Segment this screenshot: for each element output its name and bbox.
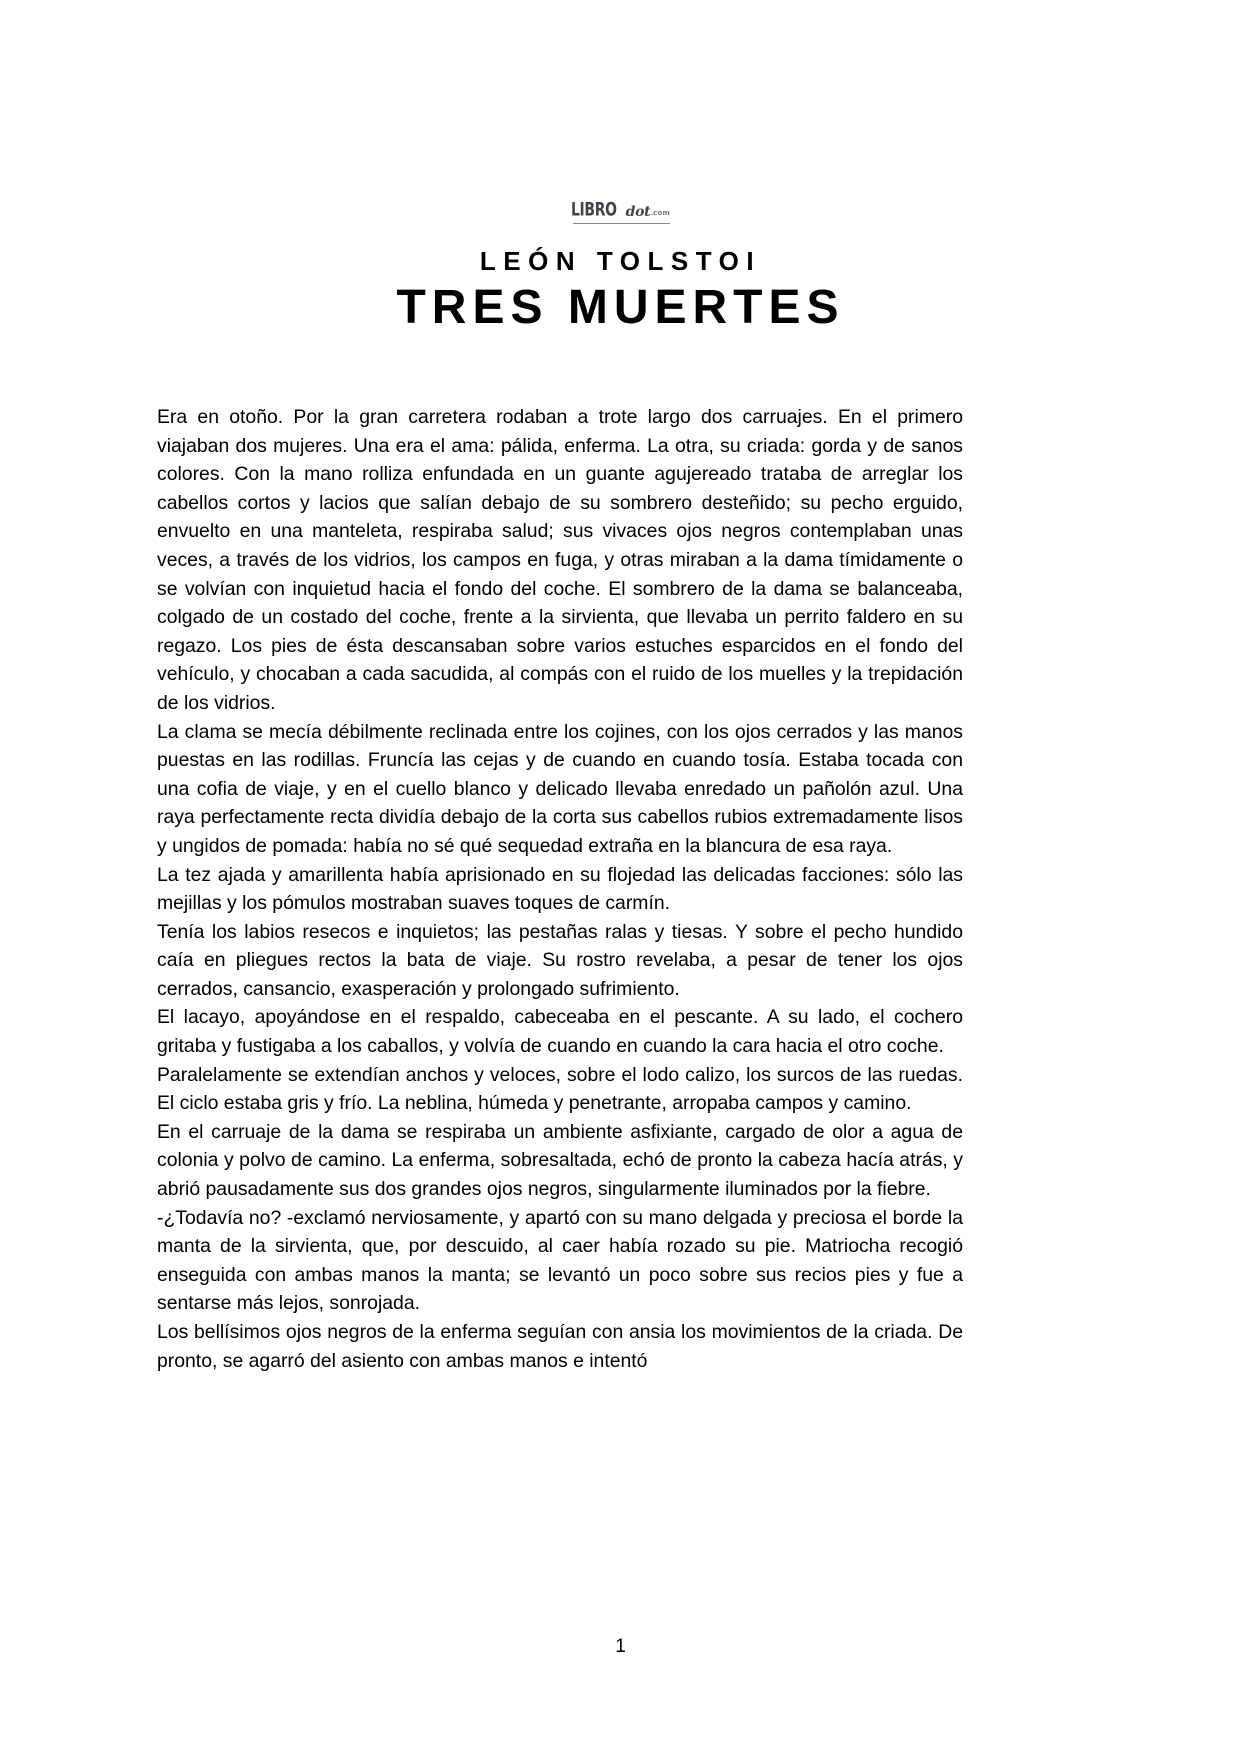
logo-underline-rule <box>573 223 670 224</box>
paragraph: -¿Todavía no? -exclamó nerviosamente, y apartó con su mano delgada y preciosa el borde la manta de la sirvienta, que, por descuido, al caer había rozado su pie. Matriocha recogió enseguida con ambas manos la manta; se levantó un poco sobre sus recios pies y fue a sentarse más lejos, sonrojada. <box>157 1206 963 1315</box>
logo-wordmark-tld: .com <box>650 209 671 217</box>
librodot-logo <box>570 199 671 222</box>
paragraph: Paralelamente se extendían anchos y veloces, sobre el lodo calizo, los surcos de las ruedas. El ciclo estaba gris y frío. La neblina, húmeda y penetrante, arropaba campos y camino. <box>157 1063 963 1115</box>
logo-wordmark-main: LIBRO <box>570 199 617 222</box>
paragraph: Tenía los labios resecos e inquietos; las pestañas ralas y tiesas. Y sobre el pecho hundido caía en pliegues rectos la bata de viaje. Su rostro revelaba, a pesar de tener los ojos cerrados, cansancio, exasperación y prolongado sufrimiento. <box>157 920 963 1000</box>
paragraph: Los bellísimos ojos negros de la enferma seguían con ansia los movimientos de la criada. De pronto, se agarró del asiento con ambas manos e intentó <box>157 1321 963 1372</box>
paragraph: En el carruaje de la dama se respiraba un ambiente asfixiante, cargado de olor a agua de colonia y polvo de camino. La enferma, sobresaltada, echó de pronto la cabeza hacía atrás, y abrió pausadamente sus dos grandes ojos negros, singularmente iluminados por la fiebre. <box>157 1120 963 1201</box>
page-title: TRES MUERTES <box>396 281 845 334</box>
paragraph: La tez ajada y amarillenta había aprisionado en su flojedad las delicadas facciones: sólo las mejillas y los pómulos mostraban suaves toques de carmín. <box>157 863 963 915</box>
page-number: 1 <box>615 1636 626 1657</box>
paragraph: La clama se mecía débilmente reclinada entre los cojines, con los ojos cerrados y las manos puestas en las rodillas. Fruncía las cejas y de cuando en cuando tosía. Estaba tocada con una cofia de viaje, y en el cuello blanco y delicado llevaba enredado un pañolón azul. Una raya perfectamente recta dividía debajo de la corta sus cabellos rubios extremadamente lisos y ungidos de pomada: había no sé qué sequedad extraña en la blancura de esa raya. <box>157 720 963 857</box>
paragraph: El lacayo, apoyándose en el respaldo, cabeceaba en el pescante. A su lado, el cochero gritaba y fustigaba a los caballos, y volvía de cuando en cuando la cara hacia el otro coche. <box>157 1006 963 1058</box>
logo-wordmark-script: dot <box>625 204 651 220</box>
paragraph: Era en otoño. Por la gran carretera rodaban a trote largo dos carruajes. En el primero viajaban dos mujeres. Una era el ama: pálida, enferma. La otra, su criada: gorda y de sanos colores. Con la mano rolliza enfundada en un guante agujereado trataba de arreglar los cabellos cortos y lacios que salían debajo de su sombrero desteñido; su pecho erguido, envuelto en una manteleta, respiraba salud; sus vivaces ojos negros contemplaban unas veces, a través de los vidrios, los campos en fuga, y otras miraban a la dama tímidamente o se volvían con inquietud hacia el fondo del coche. El sombrero de la dama se balanceaba, colgado de un costado del coche, frente a la sirvienta, que llevaba un perrito faldero en su regazo. Los pies de ésta descansaban sobre varios estuches esparcidos en el fondo del vehículo, y chocaban a cada sacudida, al compás con el ruido de los muelles y la trepidación de los vidrios. <box>157 406 963 714</box>
author-name: LEÓN TOLSTOI <box>479 246 762 276</box>
publisher-logo-container <box>0 199 1241 222</box>
body-text-block <box>157 403 963 1375</box>
